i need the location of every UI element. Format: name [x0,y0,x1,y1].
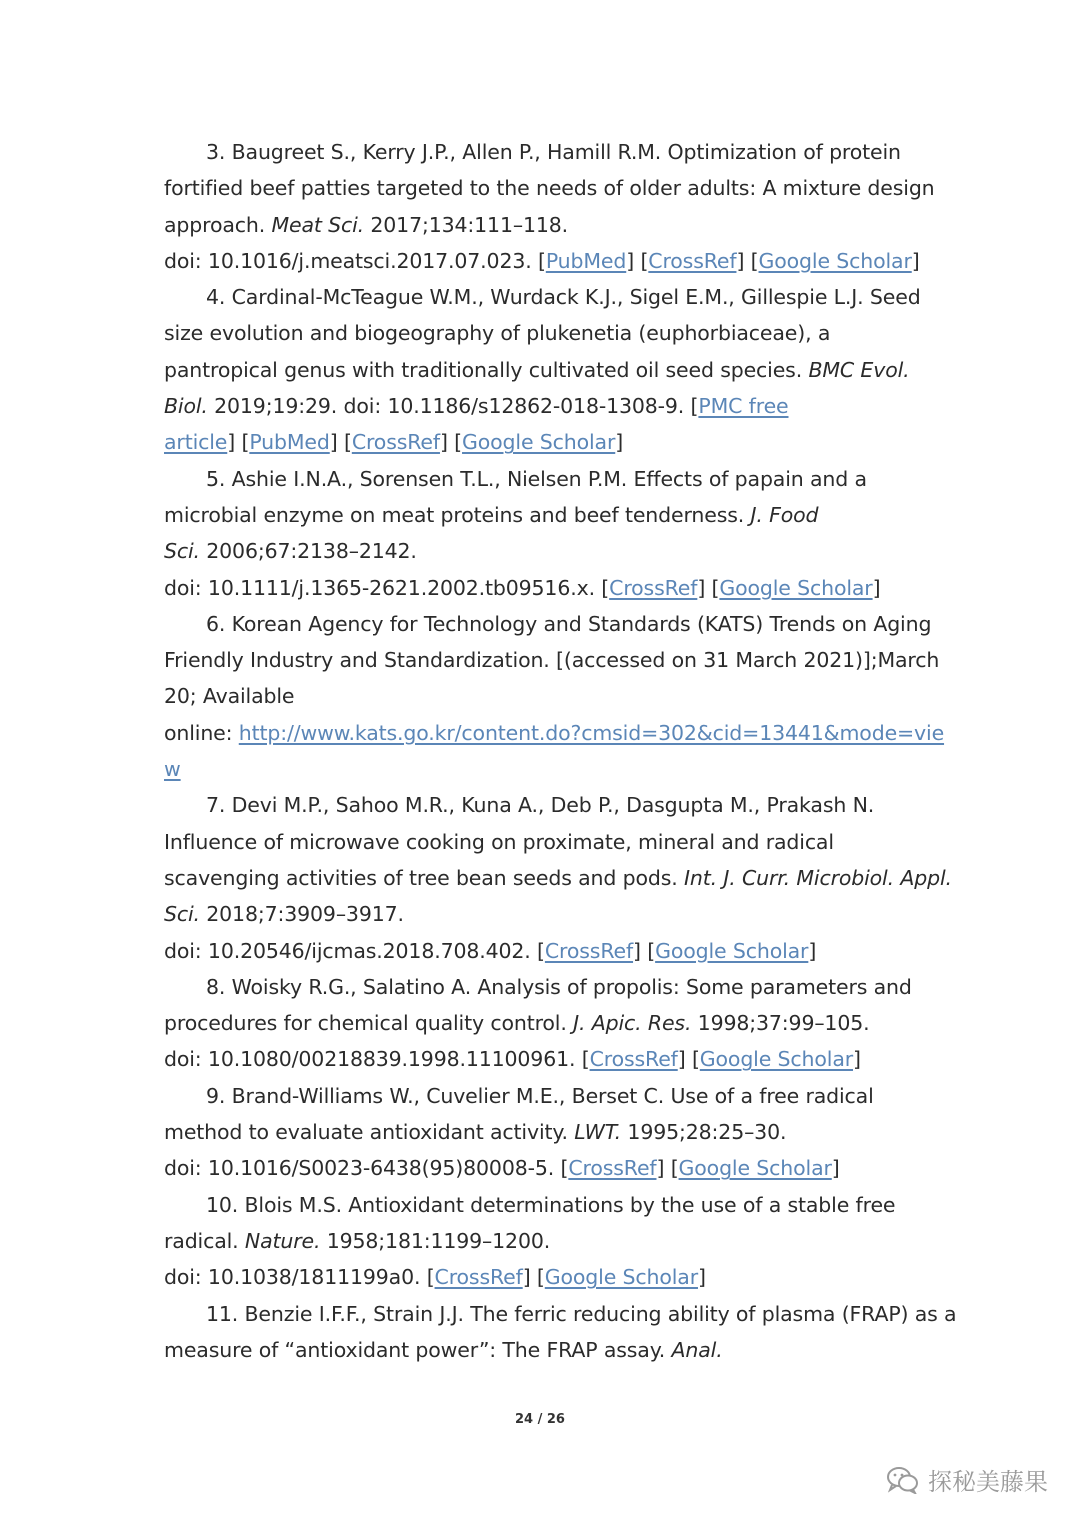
reference-text: 2018;7:3909–3917. [199,902,404,927]
journal-name: Anal. [671,1337,723,1362]
reference-text: ] [ [227,430,250,455]
reference-line [164,678,924,714]
reference-line [164,497,924,533]
reference-line [164,896,924,932]
reference-line [164,1078,924,1114]
reference-line [164,1150,924,1186]
reference-line [164,1223,924,1259]
reference-text: ] [ [656,1156,679,1181]
reference-text: doi: 10.1038/1811199a0. [ [164,1265,435,1290]
reference-text: fortified beef patties targeted to the needs of older adults: A mixture design [164,176,935,201]
reference-text: 6. Korean Agency for Technology and Standards (KATS) Trends on Aging [206,611,932,636]
reference-link[interactable]: PMC free [698,394,789,419]
reference-line [164,170,935,206]
journal-name: J. Food [750,502,819,527]
reference-text: scavenging activities of tree bean seeds and pods. [164,865,684,890]
reference-text: 1995;28:25–30. [621,1120,787,1145]
reference-link[interactable]: CrossRef [568,1156,657,1181]
reference-text: ] [697,1265,706,1290]
reference-text: 11. Benzie I.F.F., Strain J.J. The ferric reducing ability of plasma (FRAP) as a [206,1301,957,1326]
reference-line [164,860,952,896]
reference-text: 20; Available [164,684,295,709]
reference-line [164,207,924,243]
reference-line [164,1296,957,1332]
reference-text: method to evaluate antioxidant activity. [164,1120,575,1145]
reference-link[interactable]: Google Scholar [655,938,809,963]
reference-text: ] [ [626,248,649,273]
reference-link[interactable]: http://www.kats.go.kr/content.do?cmsid=302&cid=13441&mode=vie [238,720,945,745]
reference-text: ] [615,430,624,455]
reference-link[interactable]: CrossRef [589,1047,678,1072]
reference-text: ] [ [439,430,463,455]
reference-link[interactable]: PubMed [545,248,627,273]
reference-link[interactable]: Google Scholar [699,1047,854,1072]
reference-line [164,243,924,279]
reference-link[interactable]: Google Scholar [678,1156,832,1181]
reference-text: 5. Ashie I.N.A., Sorensen T.L., Nielsen P.M. Effects of papain and a [206,466,867,491]
reference-text: 9. Brand-Williams W., Cuvelier M.E., Berset C. Use of a free radical [206,1083,874,1108]
reference-link[interactable]: CrossRef [648,248,737,273]
reference-text: ] [ [633,938,656,963]
reference-text: doi: 10.1016/S0023-6438(95)80008-5. [ [164,1156,569,1181]
reference-line [164,279,924,315]
journal-name: BMC Evol. [808,357,910,382]
journal-name: Sci. [164,539,200,564]
reference-text: approach. [164,212,272,237]
reference-text: ] [ [329,430,352,455]
reference-link[interactable]: article [164,430,228,455]
reference-text: 3. Baugreet S., Kerry J.P., Allen P., Hamill R.M. Optimization of protein [206,140,901,164]
page-number: 24 / 26 [515,1412,565,1427]
reference-text: ] [911,248,920,273]
reference-text: doi: 10.1080/00218839.1998.11100961. [ [164,1047,590,1072]
reference-entry [164,134,935,279]
reference-link[interactable]: Google Scholar [758,248,912,273]
reference-text: ] [ [522,1265,545,1290]
reference-text: 2017;134:111–118. [364,212,568,237]
reference-text: Friendly Industry and Standardization. [(accessed on 31 March 2021)];March [164,648,940,673]
reference-text: Influence of microwave cooking on proximate, mineral and radical [164,829,834,854]
reference-link[interactable]: Google Scholar [719,575,873,600]
reference-line [164,969,924,1005]
reference-line [164,352,924,388]
reference-entry [164,1187,924,1296]
reference-entry [164,279,924,460]
reference-text: ] [872,575,881,600]
reference-text: 7. Devi M.P., Sahoo M.R., Kuna A., Deb P., Dasgupta M., Prakash N. [206,793,875,818]
journal-name: J. Apic. Res. [573,1011,692,1036]
reference-text: 1998;37:99–105. [691,1011,870,1036]
reference-entry [164,606,945,787]
reference-entry [164,969,924,1078]
reference-line [164,1041,924,1077]
reference-text: size evolution and biogeography of plukenetia (euphorbiaceae), a [164,321,831,346]
reference-line [164,533,924,569]
reference-text: doi: 10.1111/j.1365-2621.2002.tb09516.x. [ [164,575,610,600]
reference-line [164,642,940,678]
reference-text: ] [808,938,817,963]
reference-text: measure of “antioxidant power”: The FRAP assay. [164,1337,672,1362]
reference-text: ] [ [736,248,759,273]
reference-line [164,1005,924,1041]
reference-line [164,824,924,860]
reference-line [164,570,924,606]
reference-line [164,424,924,460]
reference-line [164,1114,924,1150]
reference-list [164,134,957,1368]
reference-text: 4. Cardinal-McTeague W.M., Wurdack K.J., Sigel E.M., Gillespie L.J. Seed [206,285,921,310]
reference-text: ] [ [677,1047,700,1072]
reference-text: ] [853,1047,861,1072]
reference-entry [164,461,924,606]
reference-line [164,751,924,787]
reference-text: pantropical genus with traditionally cultivated oil seed species. [164,357,809,382]
reference-line [164,461,924,497]
journal-name: LWT. [574,1120,622,1145]
journal-name: Meat Sci. [271,212,365,237]
watermark-text: 探秘美藤果 [928,1468,1048,1496]
reference-text: 10. Blois M.S. Antioxidant determinations by the use of a stable free [206,1192,896,1217]
reference-line [164,933,924,969]
reference-text: 2006;67:2138–2142. [199,539,417,564]
reference-link[interactable]: CrossRef [609,575,698,600]
reference-line [164,1187,924,1223]
reference-link[interactable]: PubMed [249,430,330,455]
journal-name: Biol. [164,394,208,419]
reference-text: doi: 10.20546/ijcmas.2018.708.402. [ [164,938,545,963]
journal-name: Nature. [244,1228,321,1253]
reference-text: ] [ [697,575,720,600]
reference-entry [164,1078,924,1187]
reference-line [164,315,924,351]
journal-name: Int. J. Curr. Microbiol. Appl. [683,865,952,890]
reference-link[interactable]: w [164,757,181,782]
reference-link[interactable]: Google Scholar [544,1265,698,1290]
reference-link[interactable]: CrossRef [434,1265,523,1290]
reference-link[interactable]: CrossRef [544,938,634,963]
reference-line [164,388,924,424]
reference-entry [164,1296,957,1369]
reference-text: ] [831,1156,840,1181]
reference-text: procedures for chemical quality control. [164,1011,574,1036]
reference-text: 1958;181:1199–1200. [320,1228,551,1253]
reference-line [164,134,924,170]
wechat-icon [886,1466,920,1494]
reference-line [164,787,924,823]
reference-line [164,1332,924,1368]
reference-text: radical. [164,1228,245,1253]
reference-link[interactable]: Google Scholar [462,430,616,455]
journal-name: Sci. [164,902,200,927]
watermark [886,1462,1048,1497]
reference-text: 2019;19:29. doi: 10.1186/s12862-018-1308-9. [ [207,394,699,419]
reference-text: microbial enzyme on meat proteins and beef tenderness. [164,502,751,527]
reference-text: 8. Woisky R.G., Salatino A. Analysis of propolis: Some parameters and [206,974,912,999]
reference-text: doi: 10.1016/j.meatsci.2017.07.023. [ [164,248,546,273]
reference-line [164,1259,924,1295]
reference-line [164,606,932,642]
reference-link[interactable]: CrossRef [351,430,440,455]
reference-line [164,715,945,751]
reference-text: online: [164,720,239,745]
reference-entry [164,787,952,968]
